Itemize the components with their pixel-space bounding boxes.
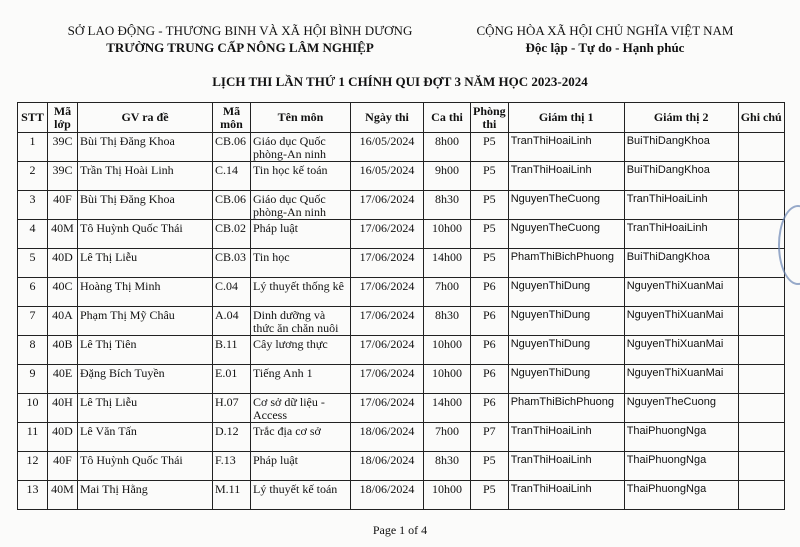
table-cell: 8h30 [424, 191, 471, 220]
table-row [18, 278, 785, 307]
table-cell: C.14 [213, 162, 251, 191]
table-cell: Lê Thị Liễu [78, 394, 213, 423]
table-row [18, 336, 785, 365]
table-cell: NguyenTheCuong [508, 191, 624, 220]
table-cell: P5 [471, 452, 509, 481]
table-cell: Cây lương thực [251, 336, 351, 365]
exam-schedule-table [17, 102, 785, 510]
table-cell: M.11 [213, 481, 251, 510]
table-row [18, 452, 785, 481]
table-cell: 8h30 [424, 452, 471, 481]
school-name: TRƯỜNG TRUNG CẤP NÔNG LÂM NGHIỆP [106, 40, 374, 55]
table-cell [738, 162, 784, 191]
table-cell: Pháp luật [251, 452, 351, 481]
column-header: GV ra đề [78, 103, 213, 133]
table-cell: Lê Thị Liễu [78, 249, 213, 278]
document-title: LỊCH THI LẦN THỨ 1 CHÍNH QUI ĐỢT 3 NĂM HỌC 2023-2024 [212, 74, 588, 89]
table-cell [738, 336, 784, 365]
table-cell: 7 [18, 307, 48, 336]
column-header: Mã môn [213, 103, 251, 133]
table-cell: Pháp luật [251, 220, 351, 249]
table-cell: 18/06/2024 [351, 481, 424, 510]
table-row [18, 220, 785, 249]
table-cell: B.11 [213, 336, 251, 365]
table-cell: P6 [471, 394, 509, 423]
motto: Độc lập - Tự do - Hạnh phúc [525, 40, 685, 55]
table-cell: Giáo dục Quốc phòng-An ninh [251, 191, 351, 220]
table-cell: TranThiHoaiLinh [508, 481, 624, 510]
table-cell: 39C [48, 133, 78, 162]
column-header: Ghi chú [738, 103, 784, 133]
table-cell: 40D [48, 423, 78, 452]
table-cell: P6 [471, 278, 509, 307]
header-right [455, 22, 755, 56]
table-cell: 16/05/2024 [351, 133, 424, 162]
table-cell: Bùi Thị Đăng Khoa [78, 191, 213, 220]
table-cell: 39C [48, 162, 78, 191]
table-cell: E.01 [213, 365, 251, 394]
table-cell: 40F [48, 452, 78, 481]
table-cell: Cơ sở dữ liệu - Access [251, 394, 351, 423]
table-cell: NguyenThiDung [508, 336, 624, 365]
table-cell: PhamThiBichPhuong [508, 249, 624, 278]
table-cell [738, 278, 784, 307]
column-header: Ca thi [424, 103, 471, 133]
table-cell: NguyenTheCuong [624, 394, 738, 423]
table-cell: Tô Huỳnh Quốc Thái [78, 220, 213, 249]
country-name: CỘNG HÒA XÃ HỘI CHỦ NGHĨA VIỆT NAM [476, 23, 734, 38]
table-cell: 40H [48, 394, 78, 423]
table-cell: Tiếng Anh 1 [251, 365, 351, 394]
table-cell: P6 [471, 336, 509, 365]
table-cell: ThaiPhuongNga [624, 423, 738, 452]
column-header: Phòng thi [471, 103, 509, 133]
table-cell: P5 [471, 162, 509, 191]
column-header: Tên môn [251, 103, 351, 133]
table-cell: P6 [471, 307, 509, 336]
table-cell [738, 394, 784, 423]
table-cell: 13 [18, 481, 48, 510]
table-cell: CB.03 [213, 249, 251, 278]
table-cell: 17/06/2024 [351, 249, 424, 278]
table-cell: 8 [18, 336, 48, 365]
table-cell: 11 [18, 423, 48, 452]
table-cell: Lý thuyết kế toán [251, 481, 351, 510]
table-cell: 14h00 [424, 394, 471, 423]
column-header: Mã lớp [48, 103, 78, 133]
table-cell: CB.06 [213, 133, 251, 162]
table-cell: ThaiPhuongNga [624, 481, 738, 510]
table-cell [738, 191, 784, 220]
table-cell: P5 [471, 249, 509, 278]
page-footer: Page 1 of 4 [372, 523, 428, 537]
table-cell: Trần Thị Hoài Linh [78, 162, 213, 191]
table-cell: Bùi Thị Đăng Khoa [78, 133, 213, 162]
table-row [18, 481, 785, 510]
table-cell: NguyenThiDung [508, 365, 624, 394]
column-header: Ngày thi [351, 103, 424, 133]
table-cell: NguyenTheCuong [508, 220, 624, 249]
table-cell: ThaiPhuongNga [624, 452, 738, 481]
table-cell: 10 [18, 394, 48, 423]
table-cell: Hoàng Thị Minh [78, 278, 213, 307]
table-cell: 10h00 [424, 365, 471, 394]
table-cell: 9h00 [424, 162, 471, 191]
table-cell: NguyenThiDung [508, 278, 624, 307]
table-cell: 40M [48, 481, 78, 510]
table-cell: TranThiHoaiLinh [508, 133, 624, 162]
table-cell: 10h00 [424, 220, 471, 249]
table-cell: NguyenThiXuanMai [624, 307, 738, 336]
table-cell: 17/06/2024 [351, 394, 424, 423]
table-cell [738, 452, 784, 481]
header-left [40, 22, 440, 56]
table-cell: F.13 [213, 452, 251, 481]
table-cell: 17/06/2024 [351, 278, 424, 307]
table-cell: NguyenThiDung [508, 307, 624, 336]
table-row [18, 133, 785, 162]
table-cell: 40D [48, 249, 78, 278]
table-cell: Mai Thị Hằng [78, 481, 213, 510]
table-body [18, 133, 785, 510]
table-cell: 1 [18, 133, 48, 162]
table-cell: 7h00 [424, 278, 471, 307]
table-cell: TranThiHoaiLinh [508, 452, 624, 481]
table-cell: 3 [18, 191, 48, 220]
table-cell: 40M [48, 220, 78, 249]
table-cell [738, 423, 784, 452]
table-cell: 40C [48, 278, 78, 307]
table-cell: TranThiHoaiLinh [624, 191, 738, 220]
table-cell: D.12 [213, 423, 251, 452]
table-cell: 7h00 [424, 423, 471, 452]
table-cell: 8h30 [424, 307, 471, 336]
table-cell: Lê Thị Tiên [78, 336, 213, 365]
table-cell: C.04 [213, 278, 251, 307]
table-row [18, 191, 785, 220]
table-cell: Đặng Bích Tuyền [78, 365, 213, 394]
table-cell: Tin học kế toán [251, 162, 351, 191]
table-cell: NguyenThiXuanMai [624, 365, 738, 394]
table-cell: A.04 [213, 307, 251, 336]
table-cell: BuiThiDangKhoa [624, 162, 738, 191]
table-cell: 9 [18, 365, 48, 394]
ministry-name: SỞ LAO ĐỘNG - THƯƠNG BINH VÀ XÃ HỘI BÌNH DƯƠNG [67, 23, 413, 38]
table-cell: 40B [48, 336, 78, 365]
table-cell: 14h00 [424, 249, 471, 278]
table-cell: NguyenThiXuanMai [624, 336, 738, 365]
table-cell [738, 481, 784, 510]
table-cell: 17/06/2024 [351, 365, 424, 394]
table-cell: P7 [471, 423, 509, 452]
table-cell: 10h00 [424, 481, 471, 510]
table-cell: 17/06/2024 [351, 220, 424, 249]
table-cell: Lý thuyết thống kê [251, 278, 351, 307]
table-cell: 17/06/2024 [351, 336, 424, 365]
table-cell: P5 [471, 191, 509, 220]
table-cell: Giáo dục Quốc phòng-An ninh [251, 133, 351, 162]
table-cell [738, 249, 784, 278]
table-cell: PhamThiBichPhuong [508, 394, 624, 423]
table-row [18, 394, 785, 423]
table-row [18, 365, 785, 394]
table-cell: Phạm Thị Mỹ Châu [78, 307, 213, 336]
table-cell: 17/06/2024 [351, 307, 424, 336]
table-cell: TranThiHoaiLinh [508, 162, 624, 191]
table-cell: Trắc địa cơ sở [251, 423, 351, 452]
table-cell: TranThiHoaiLinh [624, 220, 738, 249]
table-row [18, 249, 785, 278]
table-cell: 40A [48, 307, 78, 336]
table-cell: 4 [18, 220, 48, 249]
table-cell: NguyenThiXuanMai [624, 278, 738, 307]
table-cell [738, 133, 784, 162]
table-cell: 8h00 [424, 133, 471, 162]
table-cell: P5 [471, 220, 509, 249]
column-header: STT [18, 103, 48, 133]
table-cell: BuiThiDangKhoa [624, 249, 738, 278]
table-cell: 12 [18, 452, 48, 481]
column-header: Giám thị 2 [624, 103, 738, 133]
table-cell: Tô Huỳnh Quốc Thái [78, 452, 213, 481]
table-cell: 10h00 [424, 336, 471, 365]
table-row [18, 307, 785, 336]
table-row [18, 423, 785, 452]
table-cell: Tin học [251, 249, 351, 278]
table-cell: TranThiHoaiLinh [508, 423, 624, 452]
table-cell: 2 [18, 162, 48, 191]
table-cell: CB.02 [213, 220, 251, 249]
table-cell: 40F [48, 191, 78, 220]
table-cell: BuiThiDangKhoa [624, 133, 738, 162]
table-cell: Dinh dưỡng và thức ăn chăn nuôi [251, 307, 351, 336]
table-cell: H.07 [213, 394, 251, 423]
table-cell: 5 [18, 249, 48, 278]
table-header-row [18, 103, 785, 133]
table-cell: 6 [18, 278, 48, 307]
table-cell [738, 307, 784, 336]
table-cell: CB.06 [213, 191, 251, 220]
table-cell: 18/06/2024 [351, 423, 424, 452]
table-cell: 40E [48, 365, 78, 394]
table-cell: 18/06/2024 [351, 452, 424, 481]
table-row [18, 162, 785, 191]
table-cell: P6 [471, 365, 509, 394]
table-cell: P5 [471, 481, 509, 510]
table-cell: Lê Văn Tấn [78, 423, 213, 452]
table-cell [738, 365, 784, 394]
table-cell: 16/05/2024 [351, 162, 424, 191]
column-header: Giám thị 1 [508, 103, 624, 133]
table-cell: 17/06/2024 [351, 191, 424, 220]
table-cell: P5 [471, 133, 509, 162]
